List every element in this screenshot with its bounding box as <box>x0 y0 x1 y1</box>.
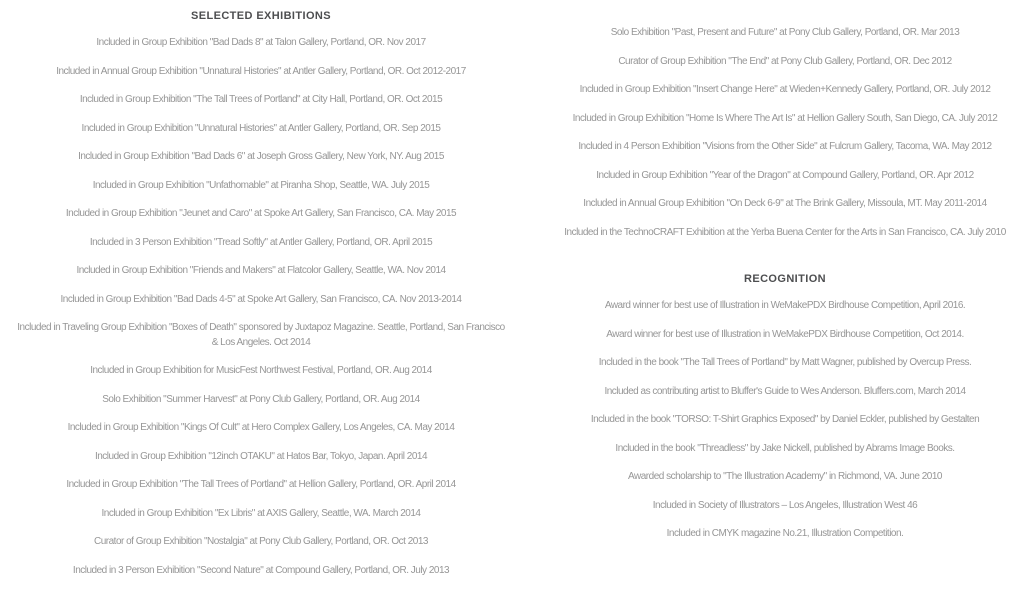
exhibition-entry: Included in Group Exhibition "The Tall Trees of Portland" at City Hall, Portland, OR. Oct 2015 <box>79 94 443 105</box>
exhibition-entry: Included in 3 Person Exhibition "Tread Softly" at Antler Gallery, Portland, OR. April 2015 <box>89 236 433 248</box>
exhibition-entry: Solo Exhibition "Summer Harvest" at Pony Club Gallery, Portland, OR. Aug 2014 <box>102 393 420 405</box>
exhibition-entry: Included in 4 Person Exhibition "Visions from the Other Side" at Fulcrum Gallery, Tacoma, WA. May 2012 <box>578 141 992 152</box>
selected-exhibitions-heading: SELECTED EXHIBITIONS <box>190 10 332 22</box>
exhibition-entry: Included in Group Exhibition "Unnatural Histories" at Antler Gallery, Portland, OR. Sep 2015 <box>81 122 441 134</box>
exhibition-entry: Included in Group Exhibition "Friends and Makers" at Flatcolor Gallery, Seattle, WA. Nov 2014 <box>76 265 446 276</box>
recognition-entry: Included as contributing artist to Bluffer's Guide to Wes Anderson. Bluffers.com, March 2014 <box>604 385 966 397</box>
exhibition-entry: Included in Group Exhibition "Bad Dads 8" at Talon Gallery, Portland, OR. Nov 2017 <box>96 37 426 48</box>
recognition-heading: RECOGNITION <box>743 273 826 285</box>
recognition-entry: Included in Society of Illustrators – Los Angeles, Illustration West 46 <box>652 499 918 511</box>
exhibition-entry: Included in the TechnoCRAFT Exhibition at the Yerba Buena Center for the Arts in San Francisco, CA. July 2010 <box>564 226 1006 238</box>
exhibition-entry: Included in Group Exhibition "12inch OTAKU" at Hatos Bar, Tokyo, Japan. April 2014 <box>94 450 428 462</box>
exhibition-entry: Curator of Group Exhibition "The End" at Pony Club Gallery, Portland, OR. Dec 2012 <box>618 55 952 67</box>
exhibition-entry: Included in Group Exhibition "Year of the Dragon" at Compound Gallery, Portland, OR. Apr 2012 <box>596 169 974 181</box>
recognition-entry: Awarded scholarship to "The Illustration Academy" in Richmond, VA. June 2010 <box>628 471 942 482</box>
exhibition-entry: Included in Group Exhibition for MusicFest Northwest Festival, Portland, OR. Aug 2014 <box>90 365 432 376</box>
exhibition-list-right <box>552 26 1018 240</box>
exhibition-entry: Curator of Group Exhibition "Nostalgia" at Pony Club Gallery, Portland, OR. Oct 2013 <box>94 536 428 547</box>
exhibition-entry: Included in Annual Group Exhibition "Unnatural Histories" at Antler Gallery, Portland, OR. Oct 2012-2017 <box>56 65 466 77</box>
recognition-entry: Included in the book "The Tall Trees of Portland" by Matt Wagner, published by Overcup Press. <box>598 357 972 368</box>
exhibition-entry: Included in Group Exhibition "Ex Libris" at AXIS Gallery, Seattle, WA. March 2014 <box>101 507 421 519</box>
exhibition-entry: Included in Group Exhibition "Bad Dads 4-5" at Spoke Art Gallery, San Francisco, CA. Nov 2013-2014 <box>60 293 462 305</box>
exhibition-list-left <box>16 36 506 578</box>
exhibition-entry: Included in Group Exhibition "Bad Dads 6" at Joseph Gross Gallery, New York, NY. Aug 2015 <box>78 151 444 162</box>
exhibition-entry: Included in 3 Person Exhibition "Second Nature" at Compound Gallery, Portland, OR. July 2013 <box>72 564 450 576</box>
exhibition-entry: Included in Group Exhibition "Unfathomable" at Piranha Shop, Seattle, WA. July 2015 <box>92 179 430 191</box>
recognition-entry: Included in the book "TORSO: T-Shirt Graphics Exposed" by Daniel Eckler, published by Gestalten <box>590 414 980 425</box>
exhibition-entry: Included in Group Exhibition "Insert Change Here" at Wieden+Kennedy Gallery, Portland, OR. July 2012 <box>579 84 991 95</box>
recognition-list <box>552 299 1018 542</box>
recognition-entry: Included in CMYK magazine No.21, Illustration Competition. <box>666 528 904 539</box>
exhibition-entry: Included in Group Exhibition "Jeunet and Caro" at Spoke Art Gallery, San Francisco, CA. May 2015 <box>65 208 457 219</box>
exhibition-entry: Included in Annual Group Exhibition "On Deck 6-9" at The Brink Gallery, Missoula, MT. May 2011-2014 <box>583 198 987 209</box>
recognition-entry: Award winner for best use of Illustration in WeMakePDX Birdhouse Competition, Oct 2014. <box>606 328 964 340</box>
exhibition-entry: Included in Group Exhibition "Kings Of Cult" at Hero Complex Gallery, Los Angeles, CA. May 2014 <box>67 422 455 433</box>
recognition-entry: Award winner for best use of Illustration in WeMakePDX Birdhouse Competition, April 2016. <box>604 300 966 311</box>
exhibition-entry: Included in Group Exhibition "The Tall Trees of Portland" at Hellion Gallery, Portland, OR. April 2014 <box>66 479 456 490</box>
exhibition-entry: Solo Exhibition "Past, Present and Future" at Pony Club Gallery, Portland, OR. Mar 2013 <box>610 27 960 38</box>
recognition-entry: Included in the book "Threadless" by Jake Nickell, published by Abrams Image Books. <box>615 442 955 454</box>
exhibition-entry: Included in Traveling Group Exhibition "Boxes of Death" sponsored by Juxtapoz Magazine. Seattle, Portland, San Francisco & Los Angeles. Oct 2014 <box>17 322 505 348</box>
exhibitions-recognition-column-right <box>512 0 1024 595</box>
exhibition-entry: Included in Group Exhibition "Home Is Where The Art Is" at Hellion Gallery South, San Diego, CA. July 2012 <box>572 112 998 124</box>
